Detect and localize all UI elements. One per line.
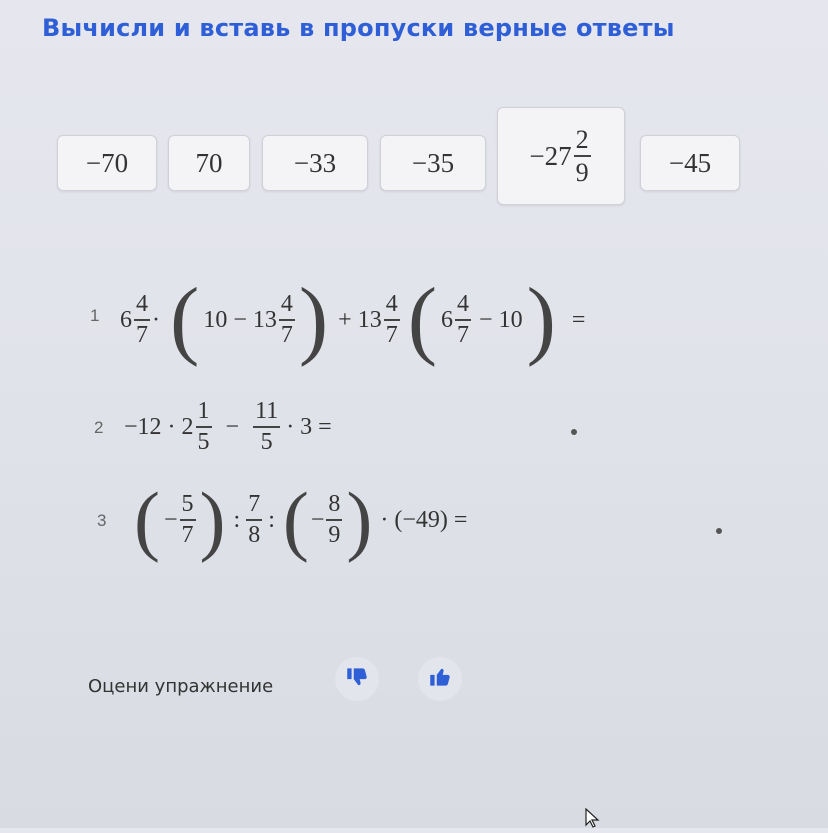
task-number: 1 (90, 306, 100, 325)
option-label: 70 (195, 147, 223, 178)
right-paren: ) (346, 476, 373, 563)
right-paren: ) (199, 476, 226, 563)
option-label: −27 (529, 140, 572, 171)
answer-blank[interactable] (716, 528, 722, 534)
option-label: −33 (293, 147, 337, 178)
option-chip-2[interactable] (168, 135, 250, 191)
rating-label: Оцени упражнение (88, 676, 274, 697)
task-2-expression: −12 · 2 $\frac{1}{5}$ − $\frac{11}{5}$ · 3 = (124, 398, 332, 455)
left-paren: ( (134, 476, 160, 563)
dislike-button[interactable] (335, 657, 379, 701)
right-paren: ) (298, 271, 329, 368)
option-label: −35 (411, 147, 455, 178)
task-3-expression: ( − $\frac{5}{7}$ ) : $\frac{7}{8}$ : ( − $\frac{8}{9}$ ) · (−49) = (134, 476, 468, 563)
option-label: −45 (668, 147, 712, 178)
option-chip-5[interactable] (497, 107, 625, 205)
option-chip-6[interactable] (640, 135, 740, 191)
left-paren: ( (407, 271, 438, 368)
left-paren: ( (282, 476, 309, 563)
task-number: 3 (97, 511, 107, 530)
task-1-expression: 6 $\frac{4}{7}$ · ( 10 − 13 $\frac{4}{7}$ ) + 13 $\frac{4}{7}$ ( 6 $\frac{4}{7}$ − 10 ) = (120, 271, 586, 368)
page-title: Вычисли и вставь в пропуски верные ответы (42, 14, 675, 42)
answer-blank[interactable] (571, 429, 577, 435)
option-chip-4[interactable] (380, 135, 486, 191)
option-chip-1[interactable] (57, 135, 157, 191)
mouse-cursor-icon (585, 808, 601, 833)
task-number: 2 (94, 418, 104, 437)
option-chip-3[interactable] (262, 135, 368, 191)
thumbs-up-icon (427, 664, 453, 695)
option-fraction: $\frac{2}{9}$ (575, 124, 589, 187)
option-label: −70 (85, 147, 129, 178)
left-paren: ( (170, 271, 200, 368)
thumbs-down-icon (344, 664, 370, 695)
like-button[interactable] (418, 657, 462, 701)
right-paren: ) (526, 271, 556, 368)
